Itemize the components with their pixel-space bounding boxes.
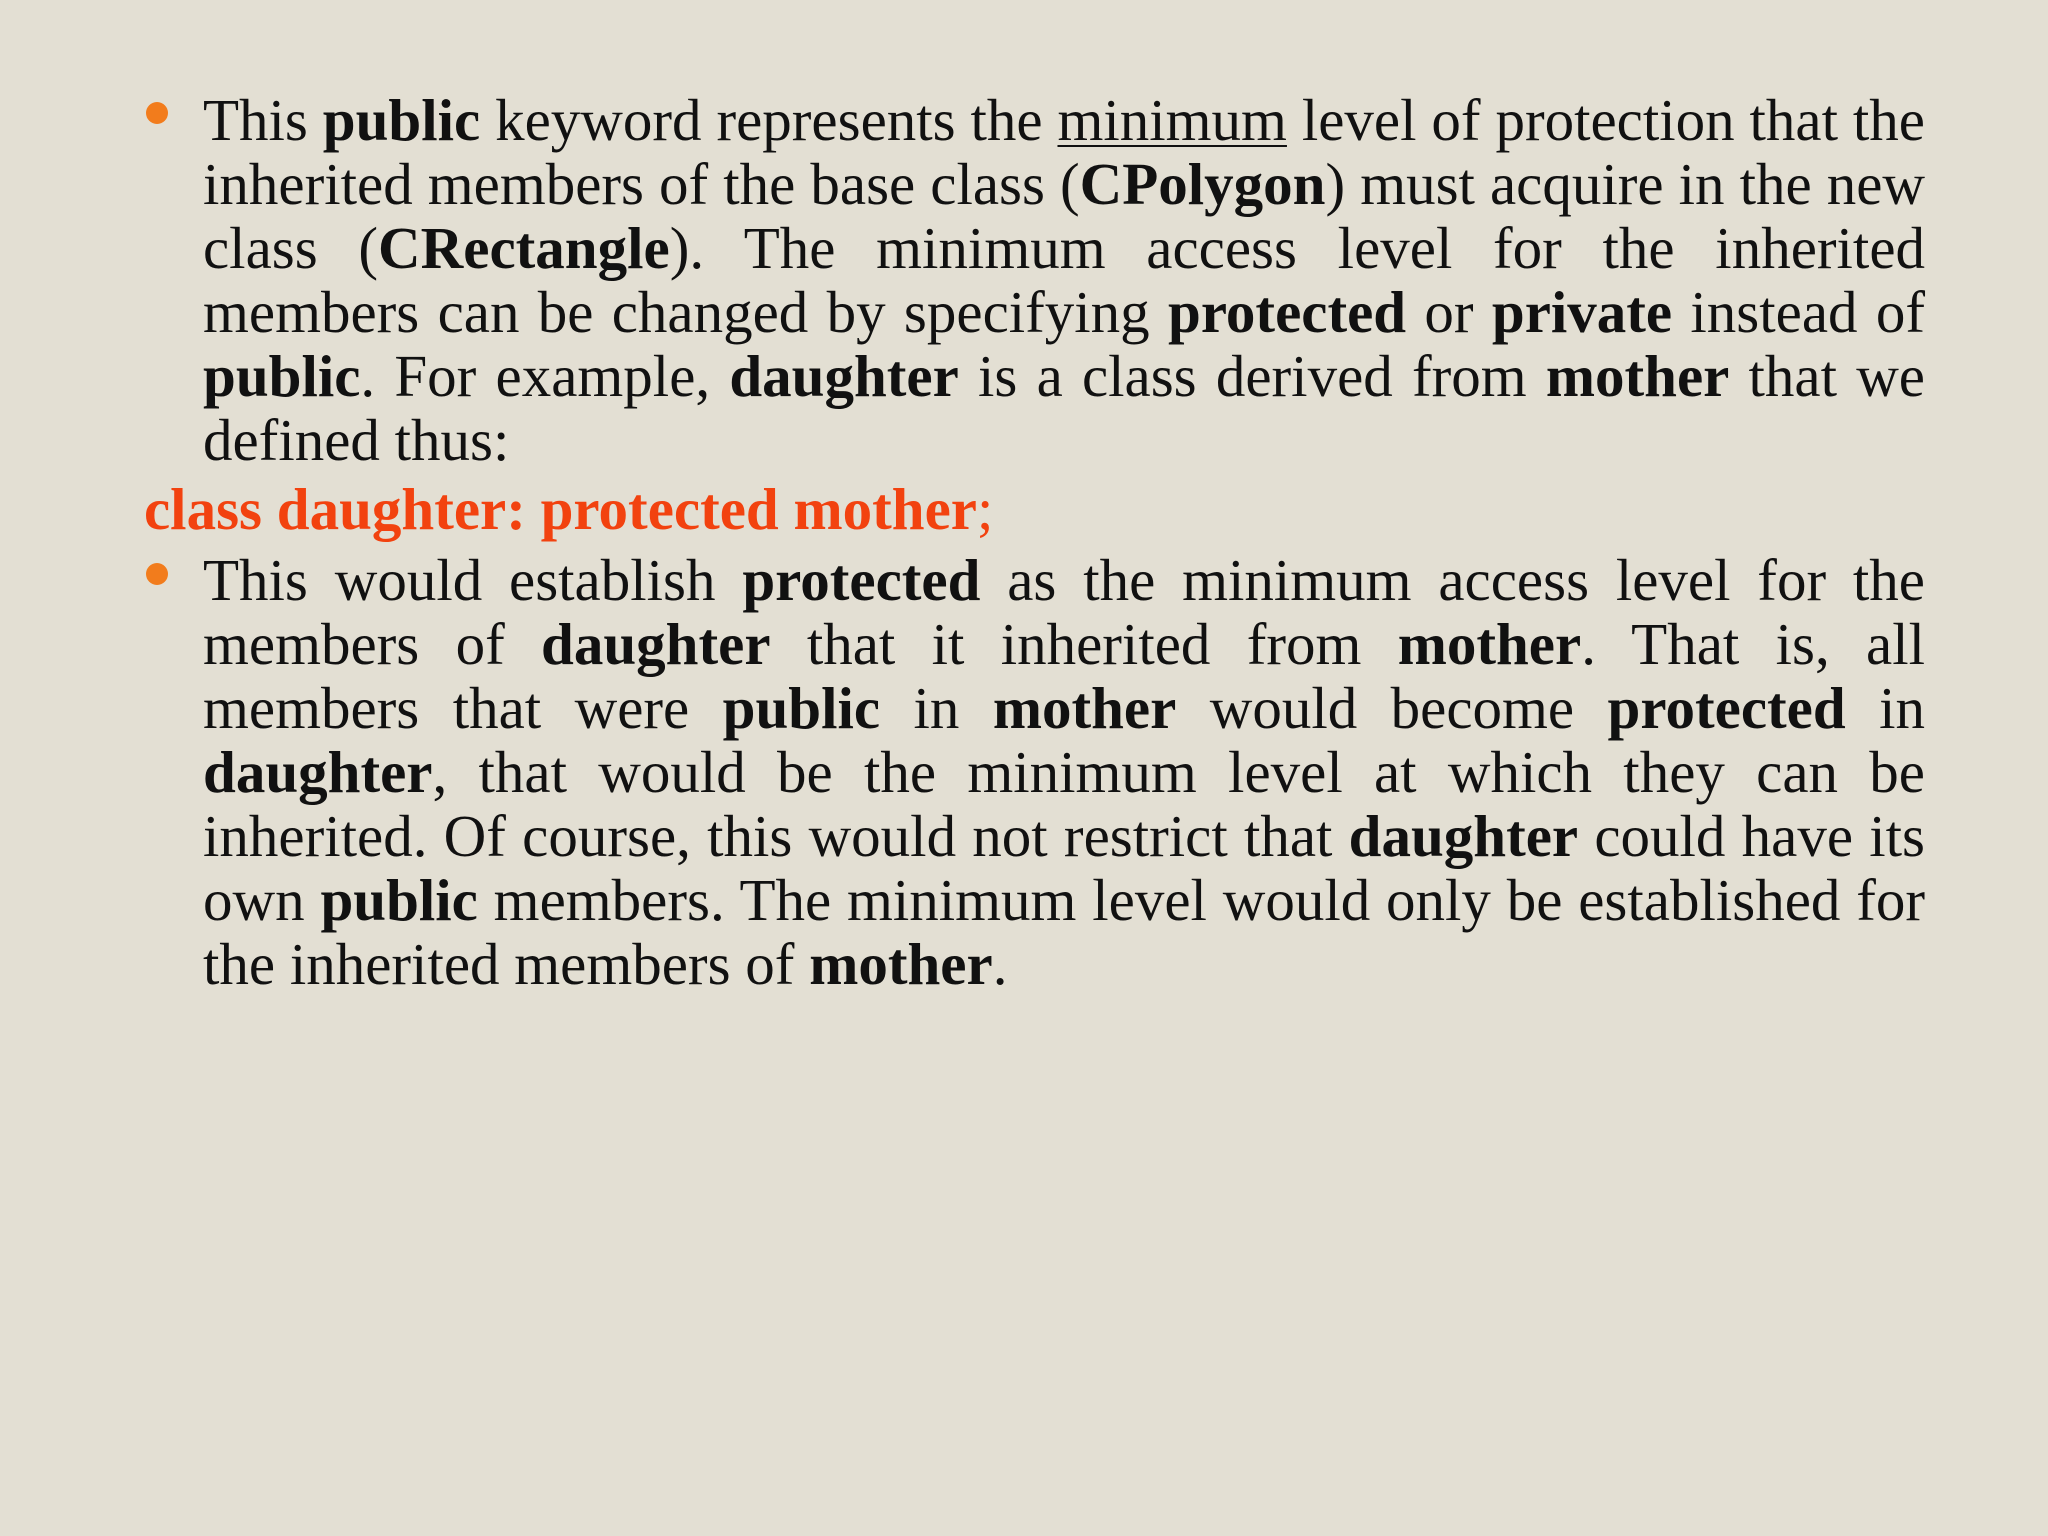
body-text: is a class derived from xyxy=(958,343,1546,409)
body-text: that we defined thus: xyxy=(203,343,1925,473)
code-terminator: ; xyxy=(976,476,994,542)
keyword-text: daughter xyxy=(1348,803,1579,869)
body-text: . xyxy=(992,931,1008,997)
code-text: class daughter: protected mother xyxy=(144,476,977,542)
body-text: ). The minimum access level for the inherited members can be changed by specifying xyxy=(203,215,1925,345)
body-text: or xyxy=(1406,279,1492,345)
body-text: would become xyxy=(1176,675,1608,741)
body-text: . For example, xyxy=(360,343,730,409)
body-text: as the minimum access level for the members of xyxy=(203,547,1925,677)
body-text: This xyxy=(203,87,323,153)
body-text: members. The minimum level would only be established for the inherited members of xyxy=(203,867,1926,997)
keyword-text: private xyxy=(1491,279,1673,345)
keyword-text: mother xyxy=(992,675,1177,741)
keyword-text: CRectangle xyxy=(378,215,670,281)
body-text: in xyxy=(1845,675,1925,741)
body-text: level of protection that the inherited members of the base class ( xyxy=(203,87,1925,217)
keyword-text: CPolygon xyxy=(1079,151,1326,217)
bullet-paragraph-2 xyxy=(203,548,1925,996)
emphasis-text: minimum xyxy=(1057,87,1287,153)
bullet-dot-icon xyxy=(146,102,168,124)
keyword-text: daughter xyxy=(729,343,959,409)
keyword-text: daughter xyxy=(203,739,433,805)
keyword-text: public xyxy=(722,675,881,741)
keyword-text: public xyxy=(322,87,481,153)
keyword-text: mother xyxy=(809,931,993,997)
body-text: This would establish xyxy=(203,547,743,613)
bullet-dot-icon xyxy=(146,563,168,585)
keyword-text: protected xyxy=(742,547,981,613)
body-text: keyword represents the xyxy=(480,87,1058,153)
keyword-text: daughter xyxy=(541,611,771,677)
body-text: . That is, all members that were xyxy=(203,611,1925,741)
bullet-paragraph-1 xyxy=(203,88,1925,472)
body-text: ) must acquire in the new class ( xyxy=(203,151,1925,281)
body-text: could have its own xyxy=(203,803,1925,933)
code-example xyxy=(144,477,993,541)
keyword-text: mother xyxy=(1397,611,1582,677)
body-text: , that would be the minimum level at which they can be inherited. Of course, this would not restrict that xyxy=(203,739,1925,869)
body-text: in xyxy=(880,675,993,741)
body-text: that it inherited from xyxy=(770,611,1398,677)
keyword-text: protected xyxy=(1168,279,1407,345)
keyword-text: public xyxy=(320,867,478,933)
keyword-text: protected xyxy=(1607,675,1846,741)
keyword-text: mother xyxy=(1545,343,1730,409)
keyword-text: public xyxy=(203,343,361,409)
body-text: instead of xyxy=(1672,279,1925,345)
